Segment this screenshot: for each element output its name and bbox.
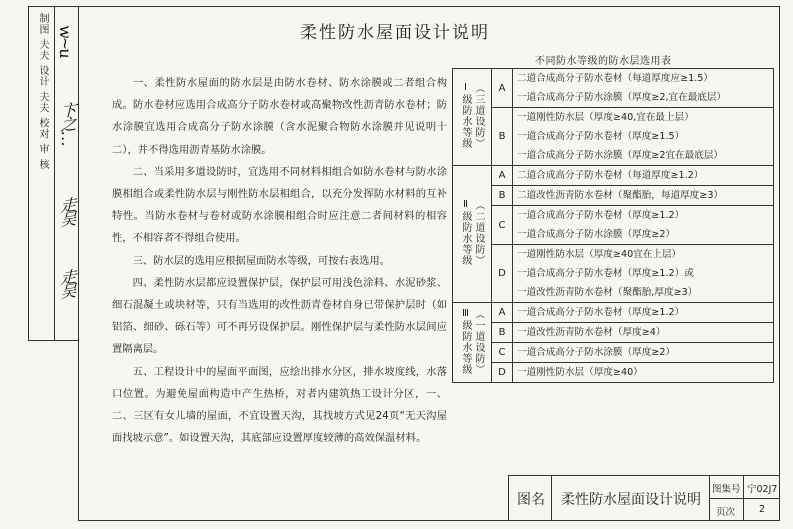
option-description	[513, 108, 774, 166]
option-line: 一道改性沥青防水卷材（厚度≥4）	[517, 327, 666, 338]
page-label: 页次	[716, 507, 736, 518]
option-key: B	[492, 323, 513, 343]
paragraph-2: 二、当采用多道设防时，宜选用不同材料相组合如防水卷材与防水涂膜相组合或柔性防水层与刚性防水层相组合，以充分发挥防水材料的互补特性。当防水卷材与卷材或防水涂膜相组合时应注意二者间材料的相容性，不相容者不得组合使用。	[112, 165, 447, 245]
waterproof-grade-table	[452, 68, 774, 383]
grade-label: Ⅱ级防水等级	[460, 199, 471, 266]
option-line: 一道刚性防水层（厚度≥40宜在上层）	[517, 249, 682, 260]
option-line: 一道合成高分子防水卷材（厚度≥1.2）	[517, 210, 685, 221]
grade-label: Ⅰ级防水等级	[460, 82, 471, 149]
option-line: 一道合成高分子防水涂膜（厚度≥2）	[517, 347, 676, 358]
option-line: 一道合成高分子防水涂膜（厚度≥2,宜在最底层）	[517, 92, 727, 103]
signatures	[54, 7, 79, 340]
option-key: A	[492, 166, 513, 186]
signature-designer: 走吴	[58, 195, 77, 227]
grade-cell	[453, 303, 492, 383]
table-row	[453, 363, 774, 383]
paragraph-3: 三、防水层的选用应根据屋面防水等级，可按右表选用。	[132, 254, 391, 267]
table-caption: 不同防水等级的防水层选用表	[535, 56, 672, 67]
title-block-name: 柔性防水屋面设计说明	[561, 492, 701, 508]
grade-label: Ⅲ级防水等级	[460, 307, 471, 375]
option-description	[513, 186, 774, 206]
option-key: D	[492, 363, 513, 383]
option-line: 二道合成高分子防水卷材（每道厚度≥1.2）	[517, 170, 704, 181]
table-row	[453, 245, 774, 303]
title-block	[508, 475, 780, 521]
paragraph-4: 四、柔性防水层都应设置保护层，保护层可用浅色涂料、水泥砂浆、细石混凝土或块材等，只有当选用的改性沥青卷材自身已带保护层时（如铝箔、细砂、砾石等）可不再另设保护层。刚性保护层与柔性防水层间应置隔离层。	[112, 276, 447, 356]
option-line: 二道改性沥青防水卷材（聚酯胎，每道厚度≥3）	[517, 190, 724, 201]
option-line: 二道合成高分子防水卷材（每道厚度应≥1.5）	[517, 73, 713, 84]
description-text	[112, 72, 447, 449]
option-key: C	[492, 206, 513, 245]
signature-approver: w~u	[56, 23, 75, 58]
approval-labels	[29, 7, 55, 340]
page-title: 柔性防水屋面设计说明	[300, 23, 490, 43]
option-description	[513, 206, 774, 245]
page-number: 2	[759, 504, 766, 515]
table-row	[453, 206, 774, 245]
approval-strip	[28, 6, 78, 341]
option-line: 一道合成高分子防水卷材（厚度≥1.5）	[517, 131, 685, 142]
option-key: D	[492, 245, 513, 303]
option-line: 一道合成高分子防水涂膜（厚度≥2）	[517, 229, 676, 240]
table-row	[453, 186, 774, 206]
option-description	[513, 343, 774, 363]
defense-label: （二道设防）	[473, 200, 484, 266]
paragraph-1: 一、柔性防水屋面的防水层是由防水卷材、防水涂膜或二者组合构成。防水卷材应选用合成高分子防水卷材或高聚物改性沥青防水卷材；防水涂膜宜选用合成高分子防水涂膜（含水泥聚合物防水涂膜并见说明十二），并不得选用沥青基防水涂膜。	[112, 77, 447, 156]
signature-drafter: 走吴	[58, 267, 77, 299]
paragraph-5: 五、工程设计中的屋面平面图，应绘出排水分区，排水坡度线，水落口位置。为避免屋面构造中产生热桥，对者内建筑热工设计分区，一、二、三区有女儿墙的屋面，不宜设置天沟，其找坡方式见24页“无天沟屋面找坡示意”。如设置天沟，其底部应设置厚度较薄的高效保温材料。	[112, 365, 447, 445]
option-description	[513, 166, 774, 186]
table-row	[453, 69, 774, 108]
option-key: C	[492, 343, 513, 363]
option-key: A	[492, 303, 513, 323]
option-line: 一道刚性防水层（厚度≥40）	[517, 367, 643, 378]
title-block-label: 图名	[517, 492, 545, 508]
defense-label: （一道设防）	[473, 308, 484, 375]
option-line: 一道改性沥青防水卷材（聚酯胎,厚度≥3）	[517, 287, 698, 298]
option-description	[513, 323, 774, 343]
option-line: 一道合成高分子防水卷材（厚度≥1.2）或	[517, 268, 694, 279]
grade-cell	[453, 69, 492, 166]
signature-checker: 卞之…	[58, 100, 77, 146]
table-row	[453, 166, 774, 186]
grade-cell	[453, 166, 492, 303]
option-description	[513, 245, 774, 303]
table-row	[453, 323, 774, 343]
option-description	[513, 303, 774, 323]
approval-text: 制图 夫夫 设计 夫夫 校对 审 核	[37, 13, 48, 171]
table-row	[453, 303, 774, 323]
option-description	[513, 69, 774, 108]
defense-label: （三道设防）	[473, 83, 484, 149]
option-key: B	[492, 108, 513, 166]
option-description	[513, 363, 774, 383]
atlas-number: 宁02J7	[747, 484, 778, 495]
table-row	[453, 343, 774, 363]
option-line: 一道合成高分子防水涂膜（厚度≥2宜在最底层）	[517, 150, 724, 161]
option-key: B	[492, 186, 513, 206]
atlas-label: 图集号	[712, 484, 741, 495]
table-row	[453, 108, 774, 166]
option-key: A	[492, 69, 513, 108]
option-line: 一道刚性防水层（厚度≥40,宜在最上层）	[517, 112, 694, 123]
option-line: 一道合成高分子防水卷材（厚度≥1.2）	[517, 307, 685, 318]
